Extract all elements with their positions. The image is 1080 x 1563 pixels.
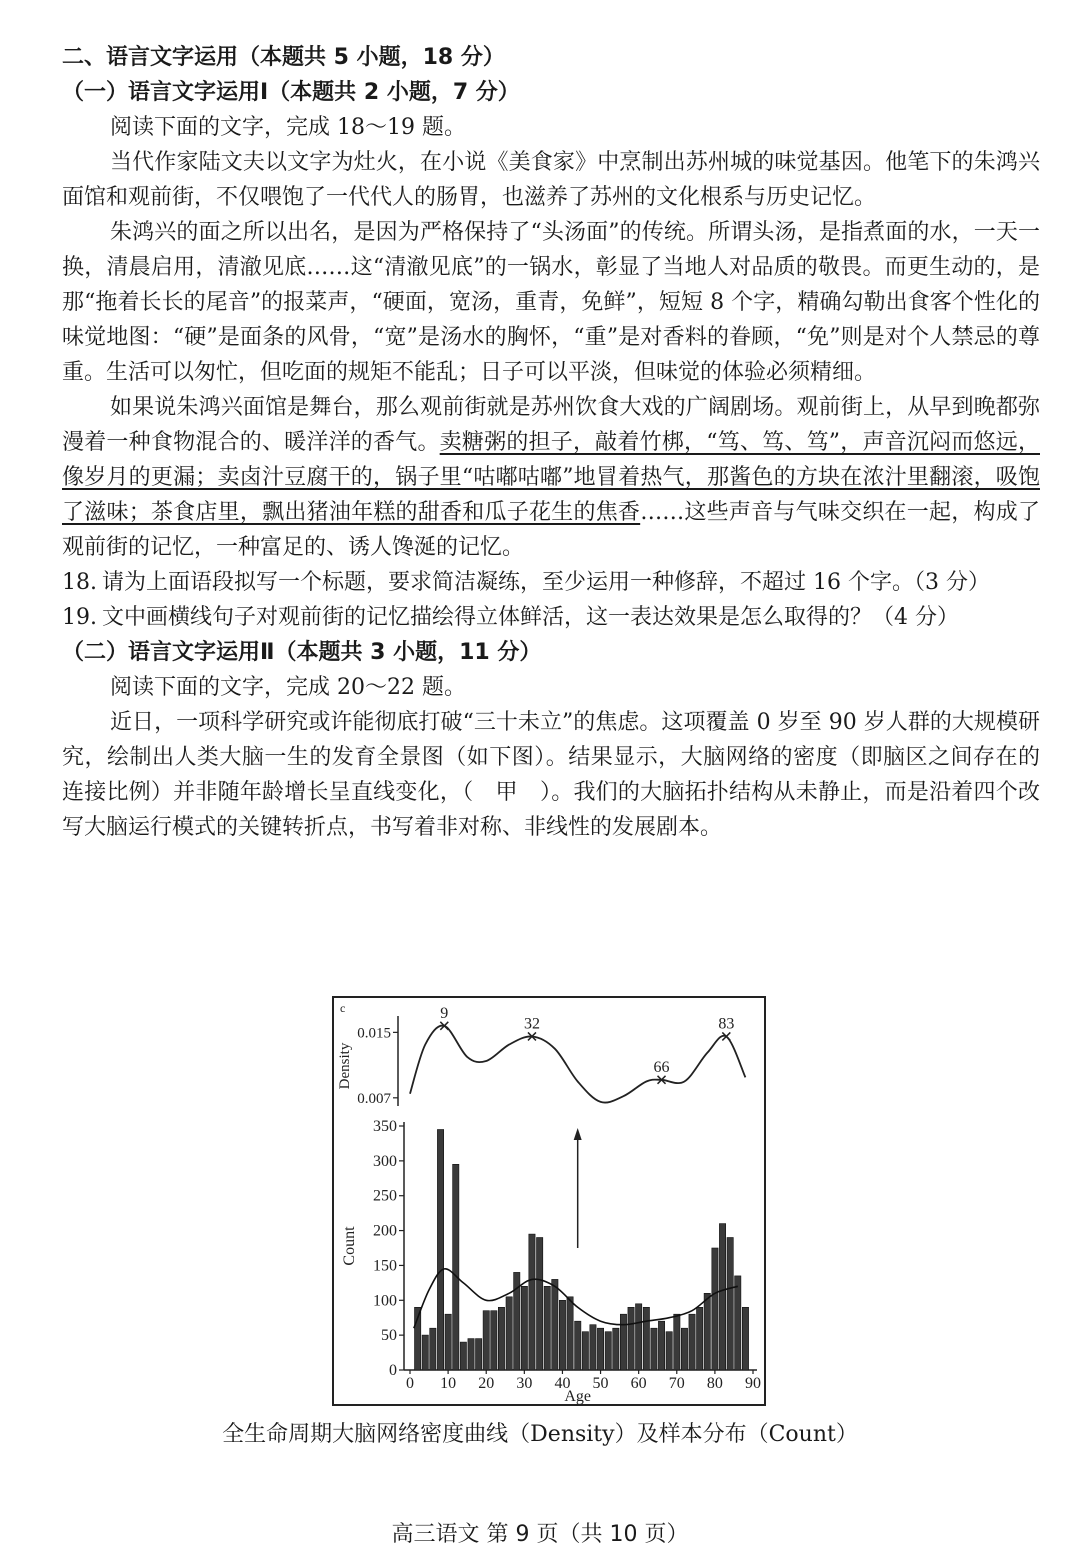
- count-bar: [430, 1328, 436, 1370]
- count-bar: [666, 1332, 672, 1370]
- count-y-tick-label-7: 0: [389, 1362, 397, 1379]
- count-bar: [704, 1293, 710, 1370]
- count-bar: [697, 1307, 703, 1370]
- count-bar: [628, 1307, 634, 1370]
- paragraph-3-end: ……这些声音与气味交织在一起，构成了观前街的记忆，一种富足的、诱人馋涎的记忆。: [62, 500, 1040, 560]
- count-bar: [559, 1300, 565, 1370]
- count-bar: [689, 1314, 695, 1370]
- density-y-tick-label-1: 0.007: [357, 1090, 391, 1107]
- underlined-sentence: 卖糖粥的担子，敲着竹梆，“笃、笃、笃”，声音沉闷而悠远，像岁月的更漏；卖卤汁豆腐干的，锅子里“咕嘟咕嘟”地冒着热气，那酱色的方块在浓汁里翻滚，吸饱了滋味；茶食店里，飘出猪油年糕的甜香和瓜子花生的焦香: [62, 430, 1040, 525]
- turning-point-label-83: 83: [718, 1015, 735, 1033]
- count-y-tick-label-3: 200: [373, 1222, 397, 1240]
- figure-svg: [334, 998, 764, 1404]
- count-x-tick-label-9: 90: [745, 1375, 761, 1392]
- count-x-tick-label-8: 80: [706, 1375, 723, 1392]
- count-bar: [620, 1314, 626, 1370]
- count-bar: [674, 1314, 680, 1370]
- count-bar: [613, 1328, 619, 1370]
- count-bar: [742, 1307, 748, 1370]
- count-bar: [582, 1332, 588, 1370]
- paragraph-3-start: 如果说朱鸿兴面馆是舞台，那么观前街就是苏州饮食大戏的广阔剧场。观前街上，从早到晚都弥漫着一种食物混合的、暖洋洋的香气。: [62, 395, 1040, 455]
- count-bar: [719, 1224, 725, 1370]
- count-bar: [605, 1332, 611, 1370]
- page-footer: 高三语文 第 9 页（共 10 页）: [391, 1522, 689, 1547]
- density-axis-label: Density: [337, 1042, 353, 1090]
- part1-instruction: 阅读下面的文字，完成 18～19 题。: [110, 115, 466, 140]
- count-bar: [476, 1339, 482, 1370]
- question-19-text: 文中画横线句子对观前街的记忆描绘得立体鲜活，这一表达效果是怎么取得的？（4 分）: [102, 605, 959, 630]
- part1-paragraph-1: 当代作家陆文夫以文字为灶火，在小说《美食家》中烹制出苏州城的味觉基因。他笔下的朱鸿兴面馆和观前街，不仅喂饱了一代代人的肠胃，也滋养了苏州的文化根系与历史记忆。: [62, 150, 1040, 210]
- count-bar: [483, 1311, 489, 1370]
- part1-paragraph-2: 朱鸿兴的面之所以出名，是因为严格保持了“头汤面”的传统。所谓头汤，是指煮面的水，一天一换，清晨启用，清澈见底……这“清澈见底”的一锅水，彰显了当地人对品质的敬畏。而更生动的，是那“拖着长长的尾音”的报菜声，“硬面，宽汤，重青，免鲜”，短短 8 个字，精确勾勒出食客个性化的味觉地图：“硬”是面条的风骨，“宽”是汤水的胸怀，“重”是对香料的眷顾，“免”则是对个人禁忌的尊重。生活可以匆忙，但吃面的规矩不能乱；日子可以平淡，但味觉的体验必须精细。: [62, 220, 1040, 385]
- count-bar: [445, 1314, 451, 1370]
- count-axis-label: Count: [341, 1226, 358, 1266]
- count-bar: [460, 1342, 466, 1370]
- count-x-tick-label-0: 0: [406, 1375, 414, 1392]
- count-bar: [658, 1321, 664, 1370]
- count-x-tick-label-5: 50: [592, 1375, 609, 1392]
- question-18-number: 18.: [62, 570, 97, 595]
- count-bar: [422, 1335, 428, 1370]
- part1-title: （一）语言文字运用Ⅰ（本题共 2 小题，7 分）: [62, 80, 520, 105]
- count-y-tick-label-6: 50: [381, 1327, 397, 1345]
- count-y-tick-label-2: 250: [373, 1187, 397, 1205]
- count-bar: [552, 1279, 558, 1370]
- question-19: [62, 600, 1040, 635]
- count-x-tick-label-1: 10: [440, 1375, 457, 1392]
- density-y-tick-label-0: 0.015: [357, 1025, 391, 1042]
- question-18-text: 请为上面语段拟写一个标题，要求简洁凝练，至少运用一种修辞，不超过 16 个字。（3 分）: [102, 570, 990, 595]
- count-bar: [521, 1286, 527, 1370]
- count-bar: [735, 1276, 741, 1370]
- count-y-tick-label-5: 100: [373, 1292, 397, 1310]
- count-bar: [437, 1130, 443, 1371]
- count-x-tick-label-2: 20: [478, 1375, 495, 1392]
- count-bar: [453, 1164, 459, 1370]
- count-bar: [643, 1307, 649, 1370]
- density-curve: [410, 1026, 745, 1103]
- count-bar: [575, 1321, 581, 1370]
- question-18: [62, 565, 1040, 600]
- count-bar: [567, 1297, 573, 1370]
- count-bar: [681, 1328, 687, 1370]
- count-bar: [491, 1311, 497, 1370]
- count-x-tick-label-6: 60: [630, 1375, 647, 1392]
- part2-title: （二）语言文字运用Ⅱ（本题共 3 小题，11 分）: [62, 640, 542, 665]
- count-y-tick-label-0: 350: [373, 1118, 397, 1135]
- count-bar: [651, 1328, 657, 1370]
- question-19-number: 19.: [62, 605, 97, 630]
- part2-paragraph-1: 近日，一项科学研究或许能彻底打破“三十未立”的焦虑。这项覆盖 0 岁至 90 岁人群的大规模研究，绘制出人类大脑一生的发育全景图（如下图）。结果显示，大脑网络的密度（即脑区之间存在的连接比例）并非随年龄增长呈直线变化，（ 甲 ）。我们的大脑拓扑结构从未静止，而是沿着四个改写大脑运行模式的关键转折点，书写着非对称、非线性的发展剧本。: [62, 710, 1040, 840]
- section-title: 二、语言文字运用（本题共 5 小题，18 分）: [62, 45, 505, 70]
- count-x-tick-label-4: 40: [554, 1375, 571, 1392]
- turning-point-label-66: 66: [653, 1058, 670, 1076]
- age-axis-label: Age: [564, 1388, 592, 1404]
- exam-page: [62, 40, 1040, 845]
- brain-density-figure: [332, 996, 766, 1406]
- count-y-tick-label-4: 150: [373, 1257, 397, 1275]
- turning-point-label-32: 32: [523, 1015, 540, 1033]
- count-bar: [727, 1238, 733, 1371]
- part2-instruction: 阅读下面的文字，完成 20～22 题。: [110, 675, 466, 700]
- count-bar: [506, 1297, 512, 1370]
- count-x-tick-label-7: 70: [668, 1375, 685, 1392]
- figure-caption: 全生命周期大脑网络密度曲线（Density）及样本分布（Count）: [222, 1422, 858, 1447]
- panel-letter: c: [340, 1001, 346, 1015]
- turning-point-label-9: 9: [440, 1004, 449, 1022]
- count-x-tick-label-3: 30: [516, 1375, 533, 1392]
- count-bar: [636, 1304, 642, 1370]
- count-bar: [468, 1339, 474, 1370]
- count-bar: [529, 1234, 535, 1370]
- count-bar: [544, 1286, 550, 1370]
- count-bar: [498, 1307, 504, 1370]
- count-bar: [590, 1325, 596, 1370]
- count-bar: [712, 1248, 718, 1370]
- count-bar: [537, 1238, 543, 1371]
- count-bar: [597, 1328, 603, 1370]
- count-y-tick-label-1: 300: [373, 1152, 397, 1170]
- arrow-head: [574, 1128, 582, 1140]
- part1-paragraph-3: [62, 390, 1040, 565]
